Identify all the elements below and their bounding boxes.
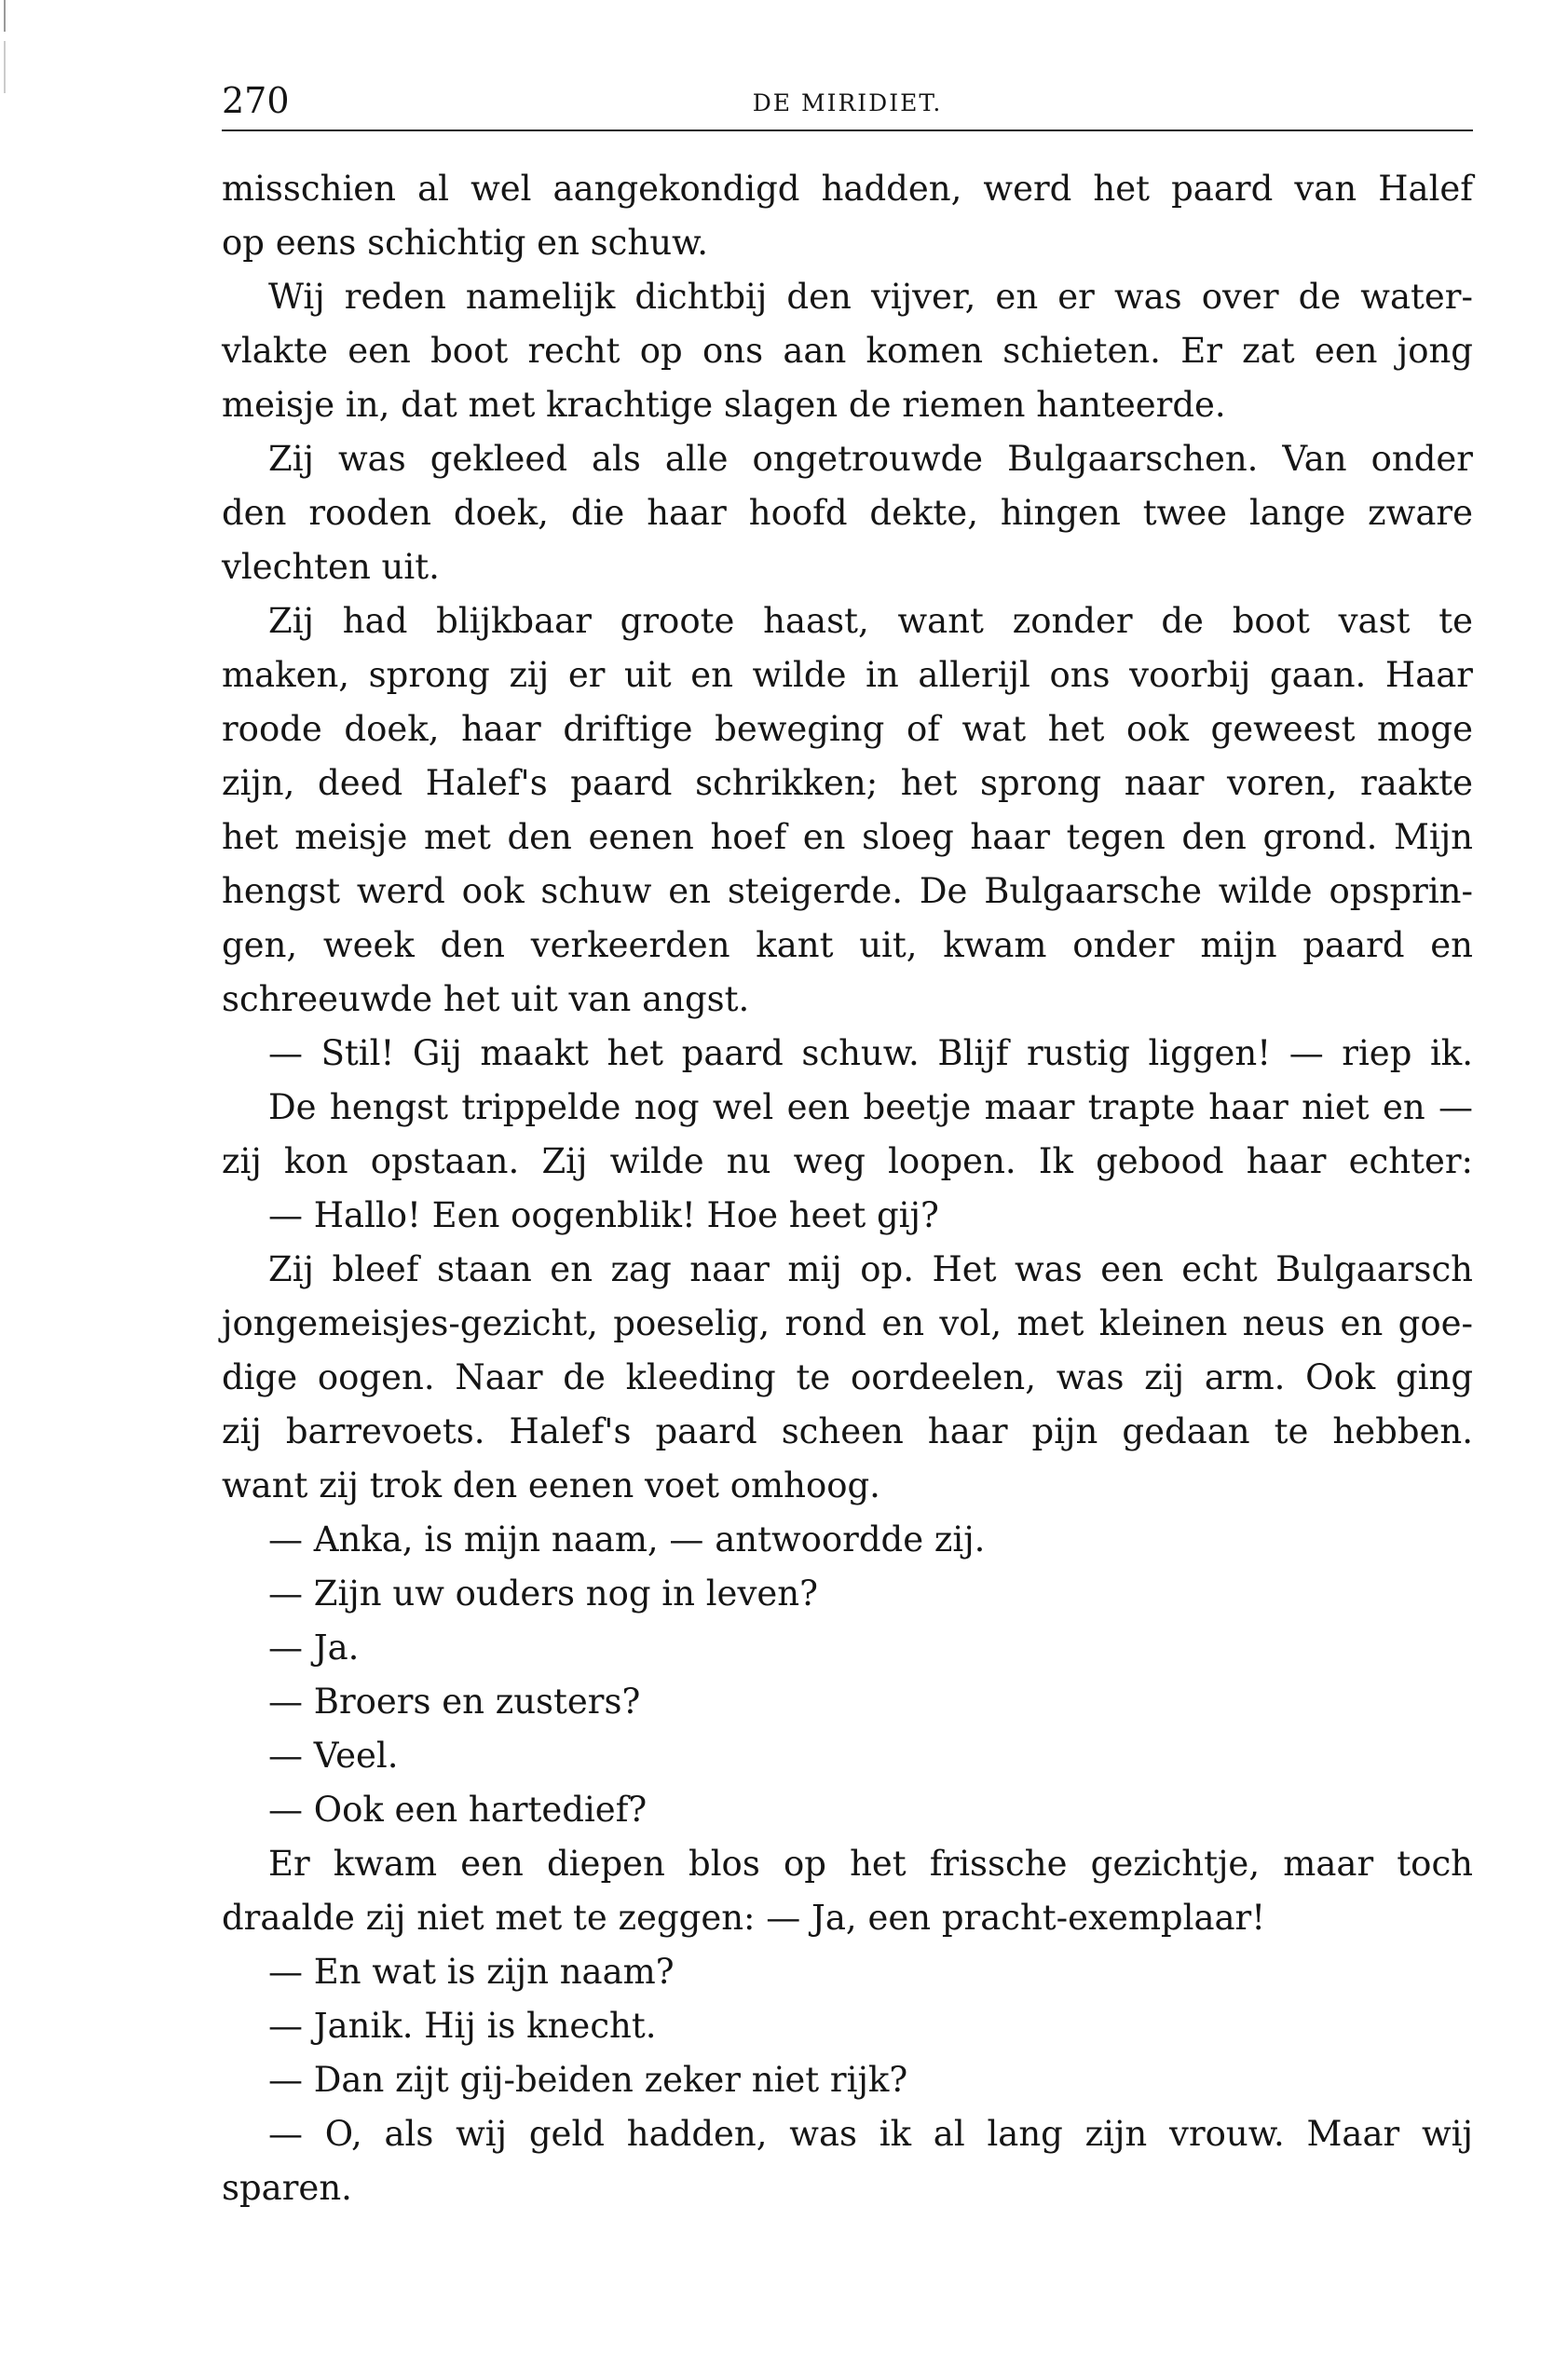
text-line: zij barrevoets. Halef's paard scheen haar pijn gedaan te hebben. (222, 1411, 1473, 1451)
text-line: — Hallo! Een oogenblik! Hoe heet gij? (268, 1195, 939, 1235)
text-line: misschien al wel aangekondigd hadden, werd het paard van Halef (222, 169, 1473, 209)
text-line: hengst werd ook schuw en steigerde. De Bulgaarsche wilde opsprin- (222, 871, 1473, 911)
text-line: den rooden doek, die haar hoofd dekte, hingen twee lange zware (222, 493, 1473, 533)
text-line: — Veel. (268, 1736, 399, 1776)
text-line: Zij bleef staan en zag naar mij op. Het was een echt Bulgaarsch (268, 1249, 1473, 1289)
text-line: roode doek, haar driftige beweging of wat het ook geweest moge (222, 709, 1473, 749)
text-line: gen, week den verkeerden kant uit, kwam onder mijn paard en (222, 925, 1473, 965)
text-line: zij kon opstaan. Zij wilde nu weg loopen. Ik gebood haar echter: (222, 1141, 1473, 1181)
text-line: want zij trok den eenen voet omhoog. (222, 1465, 880, 1505)
text-line: Zij had blijkbaar groote haast, want zonder de boot vast te (268, 601, 1473, 641)
text-line: — Broers en zusters? (268, 1682, 641, 1722)
page-number: 270 (222, 80, 290, 121)
text-line: sparen. (222, 2168, 352, 2208)
page-header (222, 73, 1473, 129)
text-line: Zij was gekleed als alle ongetrouwde Bulgaarschen. Van onder (268, 439, 1473, 479)
text-line: — Zijn uw ouders nog in leven? (268, 1573, 818, 1614)
text-line: — O, als wij geld hadden, was ik al lang zijn vrouw. Maar wij (268, 2114, 1473, 2154)
text-line: Er kwam een diepen blos op het frissche gezichtje, maar toch (268, 1844, 1473, 1884)
body-text (222, 162, 1473, 2215)
text-line: vlechten uit. (222, 547, 440, 587)
text-line: maken, sprong zij er uit en wilde in allerijl ons voorbij gaan. Haar (222, 655, 1473, 695)
scan-edge-mark (4, 41, 6, 93)
text-line: dige oogen. Naar de kleeding te oordeelen, was zij arm. Ook ging (222, 1357, 1473, 1397)
running-title: DE MIRIDIET. (752, 89, 943, 116)
text-line: Wij reden namelijk dichtbij den vijver, en er was over de water- (268, 277, 1473, 317)
text-line: — Janik. Hij is knecht. (268, 2006, 657, 2046)
text-line: — En wat is zijn naam? (268, 1952, 675, 1992)
text-line: meisje in, dat met krachtige slagen de riemen hanteerde. (222, 385, 1226, 425)
text-line: — Dan zijt gij-beiden zeker niet rijk? (268, 2060, 908, 2100)
text-line: op eens schichtig en schuw. (222, 223, 709, 263)
header-rule (222, 129, 1473, 131)
text-line: — Ja. (268, 1628, 360, 1668)
text-line: vlakte een boot recht op ons aan komen schieten. Er zat een jong (222, 331, 1473, 371)
text-line: draalde zij niet met te zeggen: — Ja, een pracht-exemplaar! (222, 1898, 1266, 1938)
text-line: — Ook een hartedief? (268, 1790, 648, 1830)
text-line: — Stil! Gij maakt het paard schuw. Blijf rustig liggen! — riep ik. (268, 1033, 1473, 1073)
text-line: het meisje met den eenen hoef en sloeg haar tegen den grond. Mijn (222, 817, 1473, 857)
text-line: De hengst trippelde nog wel een beetje maar trapte haar niet en — (268, 1087, 1473, 1127)
scan-edge-mark (4, 0, 6, 32)
text-line: schreeuwde het uit van angst. (222, 979, 750, 1019)
text-line: — Anka, is mijn naam, — antwoordde zij. (268, 1519, 986, 1560)
text-line: zijn, deed Halef's paard schrikken; het sprong naar voren, raakte (222, 763, 1473, 803)
text-line: jongemeisjes-gezicht, poeselig, rond en vol, met kleinen neus en goe- (222, 1303, 1473, 1343)
